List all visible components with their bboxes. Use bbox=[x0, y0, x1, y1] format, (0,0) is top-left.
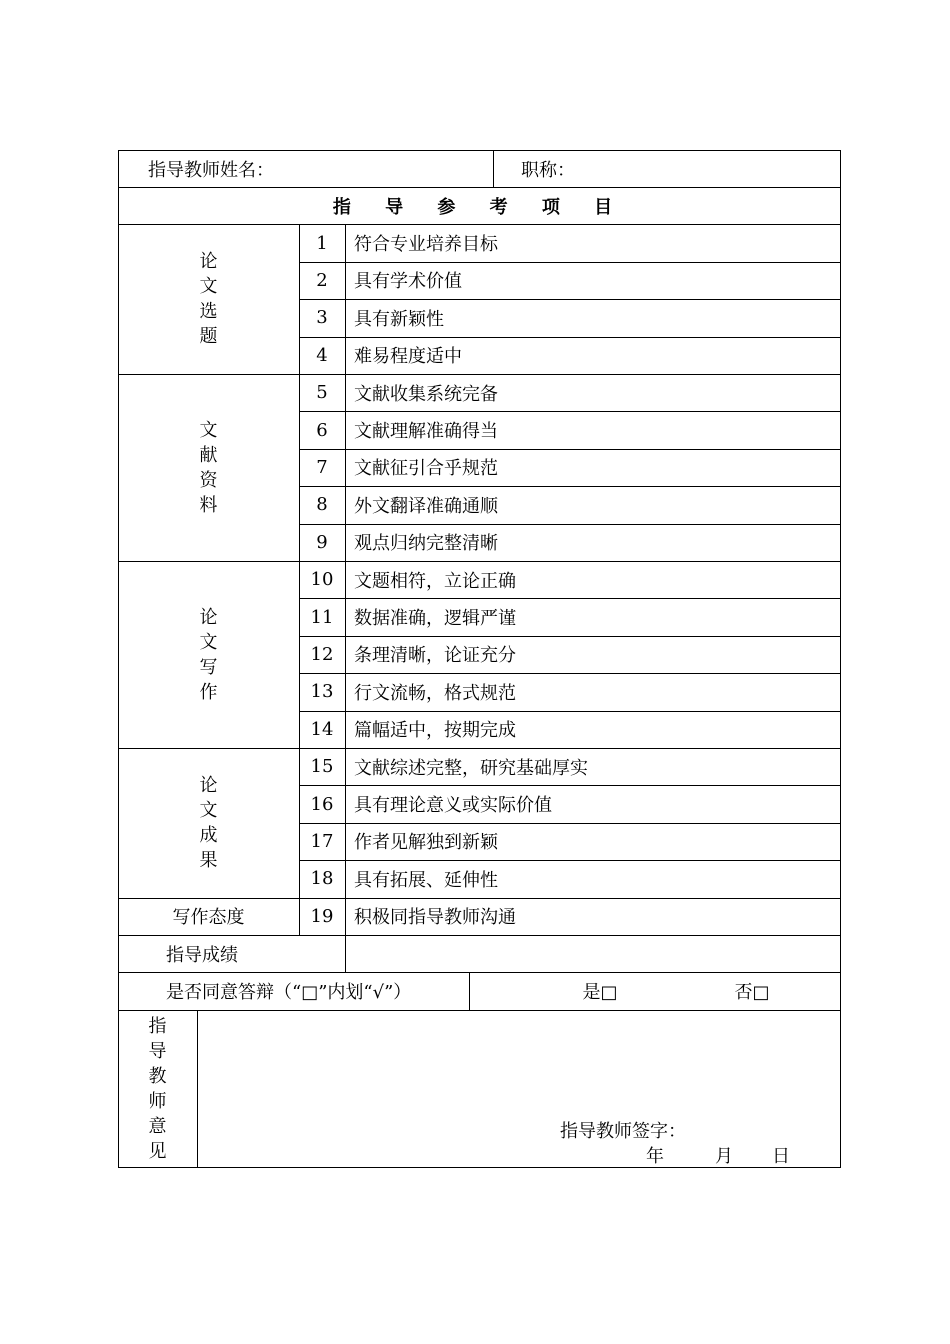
item-number: 14 bbox=[310, 718, 334, 740]
defense-label: 是否同意答辩（“□”内划“√”） bbox=[166, 982, 412, 1004]
group-label-char: 成 bbox=[199, 824, 218, 846]
group-label bbox=[118, 374, 299, 561]
group-label-char: 论 bbox=[199, 606, 218, 628]
item-number: 5 bbox=[316, 382, 328, 404]
group-label-char: 料 bbox=[199, 494, 218, 516]
col-line bbox=[469, 972, 470, 1009]
header-divider bbox=[493, 150, 494, 187]
group-label-char: 写 bbox=[199, 656, 218, 678]
group-label-char: 写作态度 bbox=[172, 907, 245, 929]
item-criterion: 具有新颖性 bbox=[354, 308, 444, 330]
item-number: 2 bbox=[316, 269, 328, 291]
item-criterion: 具有拓展、延伸性 bbox=[354, 869, 498, 891]
opinion-text-area[interactable] bbox=[200, 1012, 838, 1120]
group-label-char: 作 bbox=[199, 681, 218, 703]
group-label bbox=[118, 898, 299, 935]
item-criterion: 文献征引合乎规范 bbox=[354, 458, 498, 480]
item-number: 9 bbox=[316, 531, 328, 553]
item-number: 17 bbox=[310, 830, 334, 852]
item-criterion: 难易程度适中 bbox=[354, 346, 462, 368]
item-number: 4 bbox=[316, 344, 328, 366]
grade-label: 指导成绩 bbox=[166, 944, 238, 966]
item-criterion: 数据准确，逻辑严谨 bbox=[354, 608, 516, 630]
item-number: 6 bbox=[316, 419, 328, 441]
advisor-title-label: 职称： bbox=[521, 159, 575, 181]
item-criterion: 符合专业培养目标 bbox=[354, 234, 498, 256]
opinion-label-char: 意 bbox=[148, 1115, 167, 1137]
item-criterion: 具有学术价值 bbox=[354, 271, 462, 293]
item-number: 7 bbox=[316, 456, 328, 478]
opinion-label-char: 见 bbox=[148, 1140, 167, 1162]
item-number: 8 bbox=[316, 494, 328, 516]
signature-label: 指导教师签字： bbox=[560, 1121, 686, 1142]
item-number: 10 bbox=[310, 569, 334, 591]
group-label bbox=[118, 224, 299, 374]
item-criterion: 具有理论意义或实际价值 bbox=[354, 795, 552, 817]
row-line bbox=[118, 1010, 841, 1011]
group-label-char: 论 bbox=[199, 251, 218, 273]
group-label-char: 文 bbox=[199, 799, 218, 821]
group-label-char: 文 bbox=[199, 631, 218, 653]
date-day-label: 日 bbox=[772, 1146, 790, 1167]
group-label-char: 选 bbox=[199, 301, 218, 323]
group-label-char: 果 bbox=[199, 849, 218, 871]
section-title: 指 导 参 考 项 目 bbox=[332, 196, 627, 218]
group-label bbox=[118, 748, 299, 898]
item-criterion: 文献理解准确得当 bbox=[354, 421, 498, 443]
opinion-label-char: 教 bbox=[148, 1065, 167, 1087]
item-criterion: 文献收集系统完备 bbox=[354, 383, 498, 405]
date-month-label: 月 bbox=[715, 1146, 733, 1167]
group-label-char: 文 bbox=[199, 419, 218, 441]
item-criterion: 观点归纳完整清晰 bbox=[354, 533, 498, 555]
item-number: 18 bbox=[310, 868, 334, 890]
item-number: 11 bbox=[310, 606, 334, 628]
col-line bbox=[197, 1010, 198, 1168]
item-criterion: 条理清晰，论证充分 bbox=[354, 645, 516, 667]
item-criterion: 积极同指导教师沟通 bbox=[354, 907, 516, 929]
defense-yes-checkbox[interactable]: 是□ bbox=[582, 982, 618, 1004]
item-number: 1 bbox=[316, 232, 328, 254]
item-number: 13 bbox=[310, 681, 334, 703]
advisor-name-label: 指导教师姓名： bbox=[148, 159, 274, 181]
opinion-label bbox=[118, 1010, 197, 1168]
item-criterion: 行文流畅，格式规范 bbox=[354, 682, 516, 704]
item-number: 15 bbox=[310, 756, 334, 778]
item-criterion: 篇幅适中，按期完成 bbox=[354, 720, 516, 742]
opinion-label-char: 导 bbox=[148, 1040, 167, 1062]
group-label-char: 文 bbox=[199, 276, 218, 298]
group-label bbox=[118, 561, 299, 748]
item-number: 12 bbox=[310, 643, 334, 665]
grade-value-field[interactable] bbox=[345, 935, 841, 972]
opinion-label-char: 师 bbox=[148, 1090, 167, 1112]
group-label-char: 献 bbox=[199, 444, 218, 466]
group-label-char: 论 bbox=[199, 774, 218, 796]
group-label-char: 资 bbox=[199, 469, 218, 491]
date-year-label: 年 bbox=[646, 1146, 664, 1167]
item-criterion: 外文翻译准确通顺 bbox=[354, 495, 498, 517]
defense-no-checkbox[interactable]: 否□ bbox=[734, 982, 770, 1004]
item-number: 16 bbox=[310, 793, 334, 815]
item-criterion: 文题相符，立论正确 bbox=[354, 570, 516, 592]
item-criterion: 作者见解独到新颖 bbox=[354, 832, 498, 854]
item-number: 3 bbox=[316, 307, 328, 329]
item-criterion: 文献综述完整，研究基础厚实 bbox=[354, 757, 588, 779]
group-label-char: 题 bbox=[199, 326, 218, 348]
item-number: 19 bbox=[310, 905, 334, 927]
opinion-label-char: 指 bbox=[148, 1015, 167, 1037]
